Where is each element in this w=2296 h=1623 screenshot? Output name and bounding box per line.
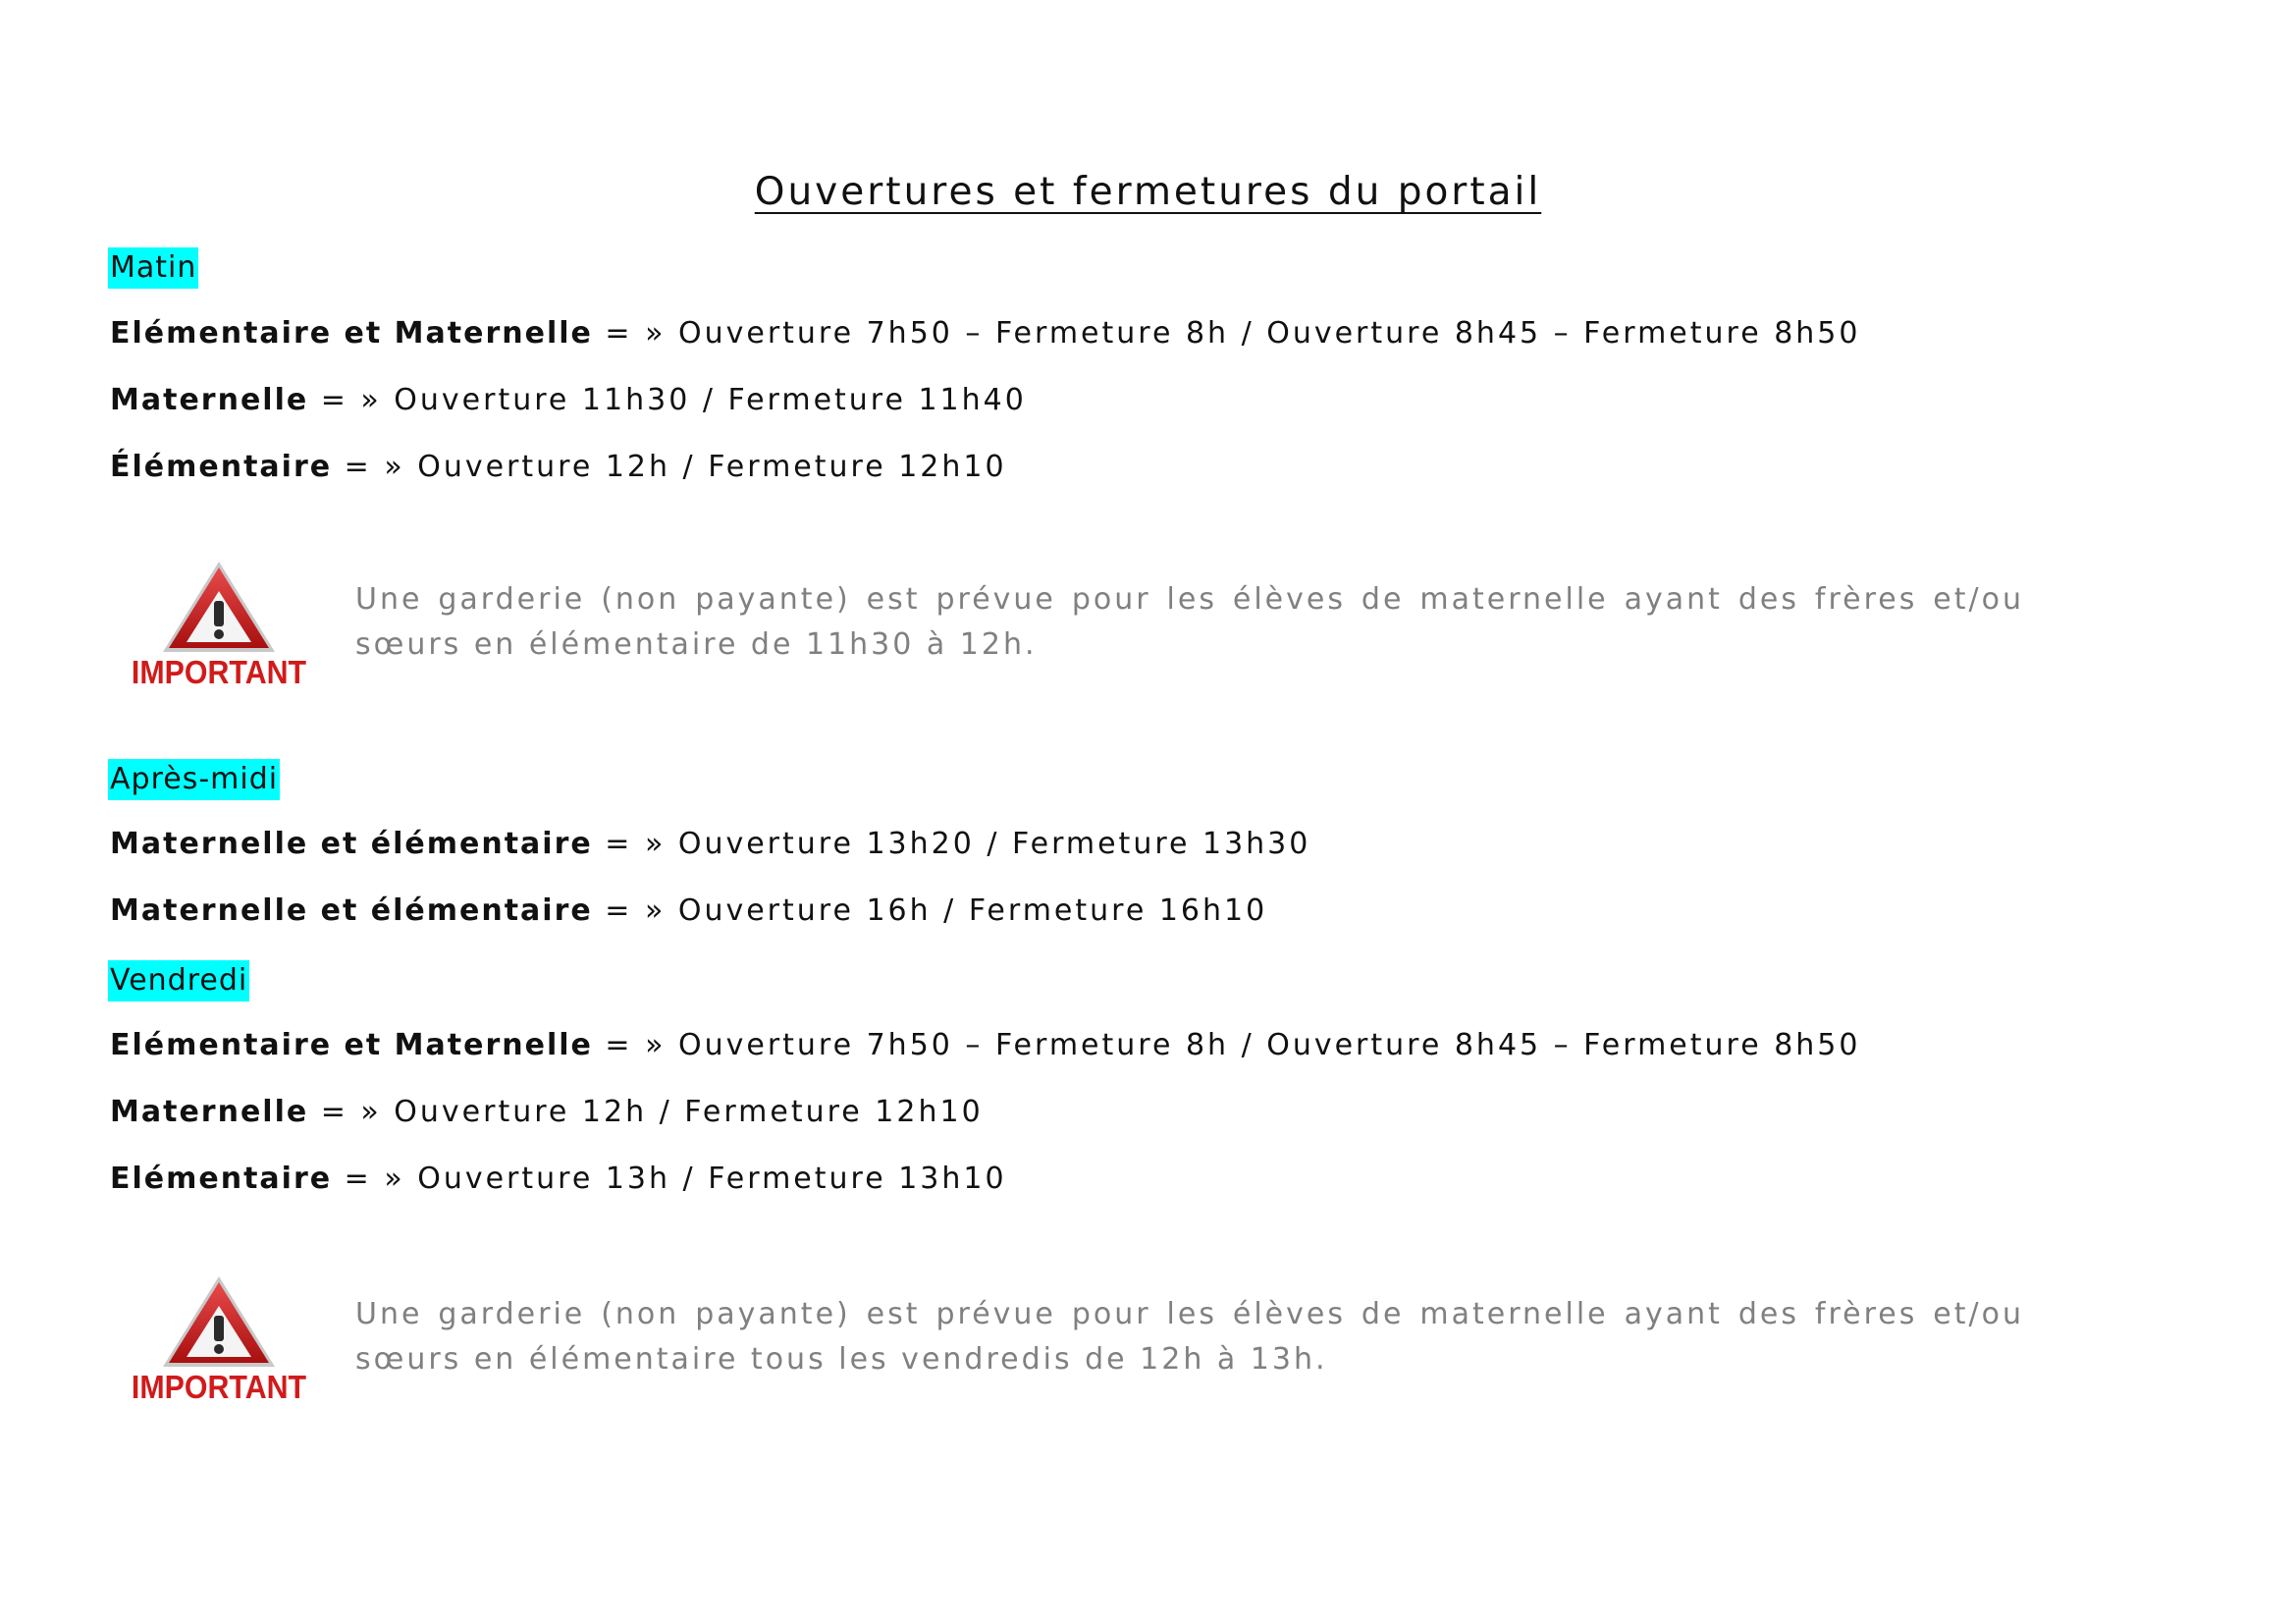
schedule-line: [110, 823, 1310, 866]
schedule-line: [110, 312, 1860, 355]
page-title: Ouvertures et fermetures du portail: [754, 170, 1542, 214]
schedule-times: = » Ouverture 13h20 / Fermeture 13h30: [592, 827, 1311, 861]
warning-triangle-icon: [116, 1272, 322, 1371]
schedule-line: [110, 890, 1267, 933]
schedule-label: Maternelle et élémentaire: [110, 827, 593, 861]
schedule-times: = » Ouverture 7h50 – Fermeture 8h / Ouverture 8h45 – Fermeture 8h50: [592, 1028, 1861, 1062]
schedule-line: [110, 379, 1027, 422]
schedule-times: = » Ouverture 11h30 / Fermeture 11h40: [308, 383, 1027, 417]
important-badge: [116, 1272, 322, 1410]
schedule-line: [110, 1091, 984, 1134]
section-heading-apres-midi: Après-midi: [108, 759, 280, 800]
important-label: IMPORTANT: [131, 1369, 307, 1405]
schedule-label: Élémentaire: [110, 450, 333, 484]
section-heading-matin: Matin: [108, 247, 198, 289]
schedule-times: = » Ouverture 12h / Fermeture 12h10: [308, 1095, 984, 1129]
schedule-times: = » Ouverture 12h / Fermeture 12h10: [332, 450, 1007, 484]
schedule-times: = » Ouverture 13h / Fermeture 13h10: [332, 1162, 1007, 1196]
notice-text: Une garderie (non payante) est prévue pour les élèves de maternelle ayant des frères et/ou sœurs en élémentaire de 11h30 à 12h.: [355, 582, 2024, 662]
schedule-label: Elémentaire et Maternelle: [110, 1028, 593, 1062]
schedule-label: Maternelle: [110, 1095, 309, 1129]
schedule-times: = » Ouverture 16h / Fermeture 16h10: [592, 893, 1268, 928]
notice-text: Une garderie (non payante) est prévue pour les élèves de maternelle ayant des frères et/ou sœurs en élémentaire tous les vendredis de 12h à 13h.: [355, 1297, 2024, 1377]
section-heading-vendredi: Vendredi: [108, 960, 249, 1001]
schedule-line: [110, 1024, 1860, 1067]
important-label: IMPORTANT: [131, 654, 307, 690]
schedule-label: Elémentaire et Maternelle: [110, 316, 593, 351]
schedule-line: [110, 446, 1007, 489]
warning-triangle-icon: [116, 558, 322, 656]
schedule-label: Maternelle: [110, 383, 309, 417]
important-badge: [116, 558, 322, 695]
schedule-label: Maternelle et élémentaire: [110, 893, 593, 928]
schedule-line: [110, 1158, 1007, 1201]
schedule-times: = » Ouverture 7h50 – Fermeture 8h / Ouverture 8h45 – Fermeture 8h50: [592, 316, 1861, 351]
schedule-label: Elémentaire: [110, 1162, 333, 1196]
